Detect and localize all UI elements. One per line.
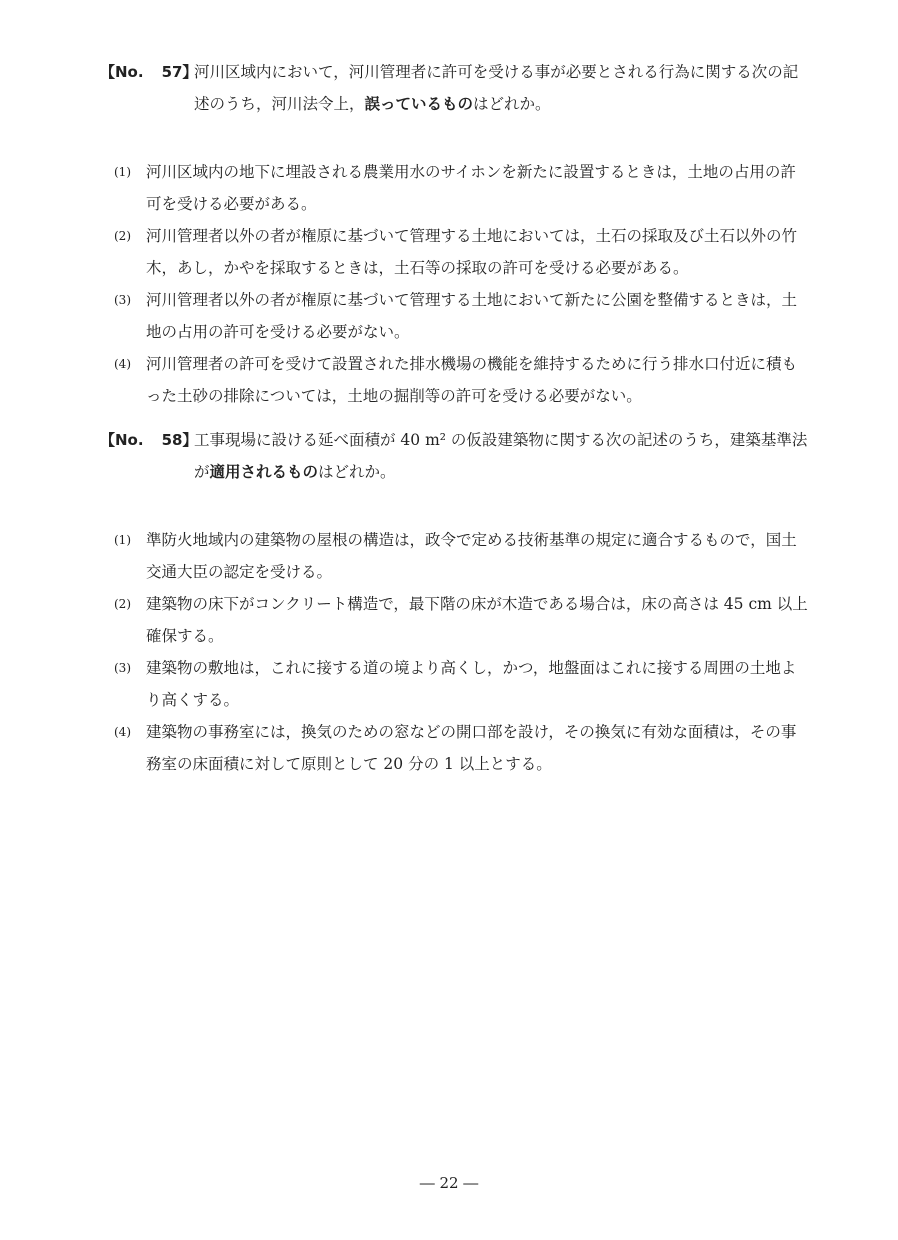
option-number: (2) xyxy=(114,597,131,611)
option-2 xyxy=(100,588,810,652)
question-number: 【No. 57】 xyxy=(100,63,198,81)
page-number: ― 22 ― xyxy=(419,1174,479,1192)
option-text: 建築物の床下がコンクリート構造で，最下階の床が木造である場合は，床の高さは 45 cm 以上確保する。 xyxy=(146,595,808,645)
question-text: 河川区域内において，河川管理者に許可を受ける事が必要とされる行為に関する次の記述のうち，河川法令上，誤っているものはどれか。 xyxy=(194,63,799,113)
question-header xyxy=(100,424,810,488)
option-4 xyxy=(100,716,810,780)
option-text: 建築物の事務室には，換気のための窓などの開口部を設け，その換気に有効な面積は，その事務室の床面積に対して原則として 20 分の 1 以上とする。 xyxy=(146,723,797,773)
option-text: 河川区域内の地下に埋設される農業用水のサイホンを新たに設置するときは，土地の占用の許可を受ける必要がある。 xyxy=(146,163,796,213)
option-1 xyxy=(100,156,810,220)
option-4 xyxy=(100,348,810,412)
question-number: 【No. 58】 xyxy=(100,431,198,449)
option-number: (1) xyxy=(114,165,131,179)
option-text: 河川管理者以外の者が権原に基づいて管理する土地において新たに公園を整備するときは，土地の占用の許可を受ける必要がない。 xyxy=(146,291,798,341)
question-57 xyxy=(100,56,810,412)
option-3 xyxy=(100,284,810,348)
option-3 xyxy=(100,652,810,716)
option-number: (1) xyxy=(114,533,131,547)
question-58 xyxy=(100,424,810,780)
option-text: 準防火地域内の建築物の屋根の構造は，政令で定める技術基準の規定に適合するもので，国土交通大臣の認定を受ける。 xyxy=(146,531,797,581)
emphasis-text: 誤っているもの xyxy=(364,95,474,113)
emphasis-text: 適用されるもの xyxy=(209,463,319,481)
question-text: 工事現場に設ける延べ面積が 40 m² の仮設建築物に関する次の記述のうち，建築基準法が適用されるものはどれか。 xyxy=(194,431,808,481)
question-header xyxy=(100,56,810,120)
option-text: 建築物の敷地は，これに接する道の境より高くし，かつ，地盤面はこれに接する周囲の土地より高くする。 xyxy=(146,659,797,709)
option-number: (3) xyxy=(114,661,131,675)
options-list xyxy=(100,156,810,412)
option-number: (4) xyxy=(114,725,131,739)
option-number: (3) xyxy=(114,293,131,307)
option-text: 河川管理者の許可を受けて設置された排水機場の機能を維持するために行う排水口付近に積もった土砂の排除については，土地の掘削等の許可を受ける必要がない。 xyxy=(146,355,798,405)
option-number: (4) xyxy=(114,357,131,371)
option-1 xyxy=(100,524,810,588)
options-list xyxy=(100,524,810,780)
option-text: 河川管理者以外の者が権原に基づいて管理する土地においては，土石の採取及び土石以外の竹木，あし，かやを採取するときは，土石等の採取の許可を受ける必要がある。 xyxy=(146,227,798,277)
option-2 xyxy=(100,220,810,284)
option-number: (2) xyxy=(114,229,131,243)
